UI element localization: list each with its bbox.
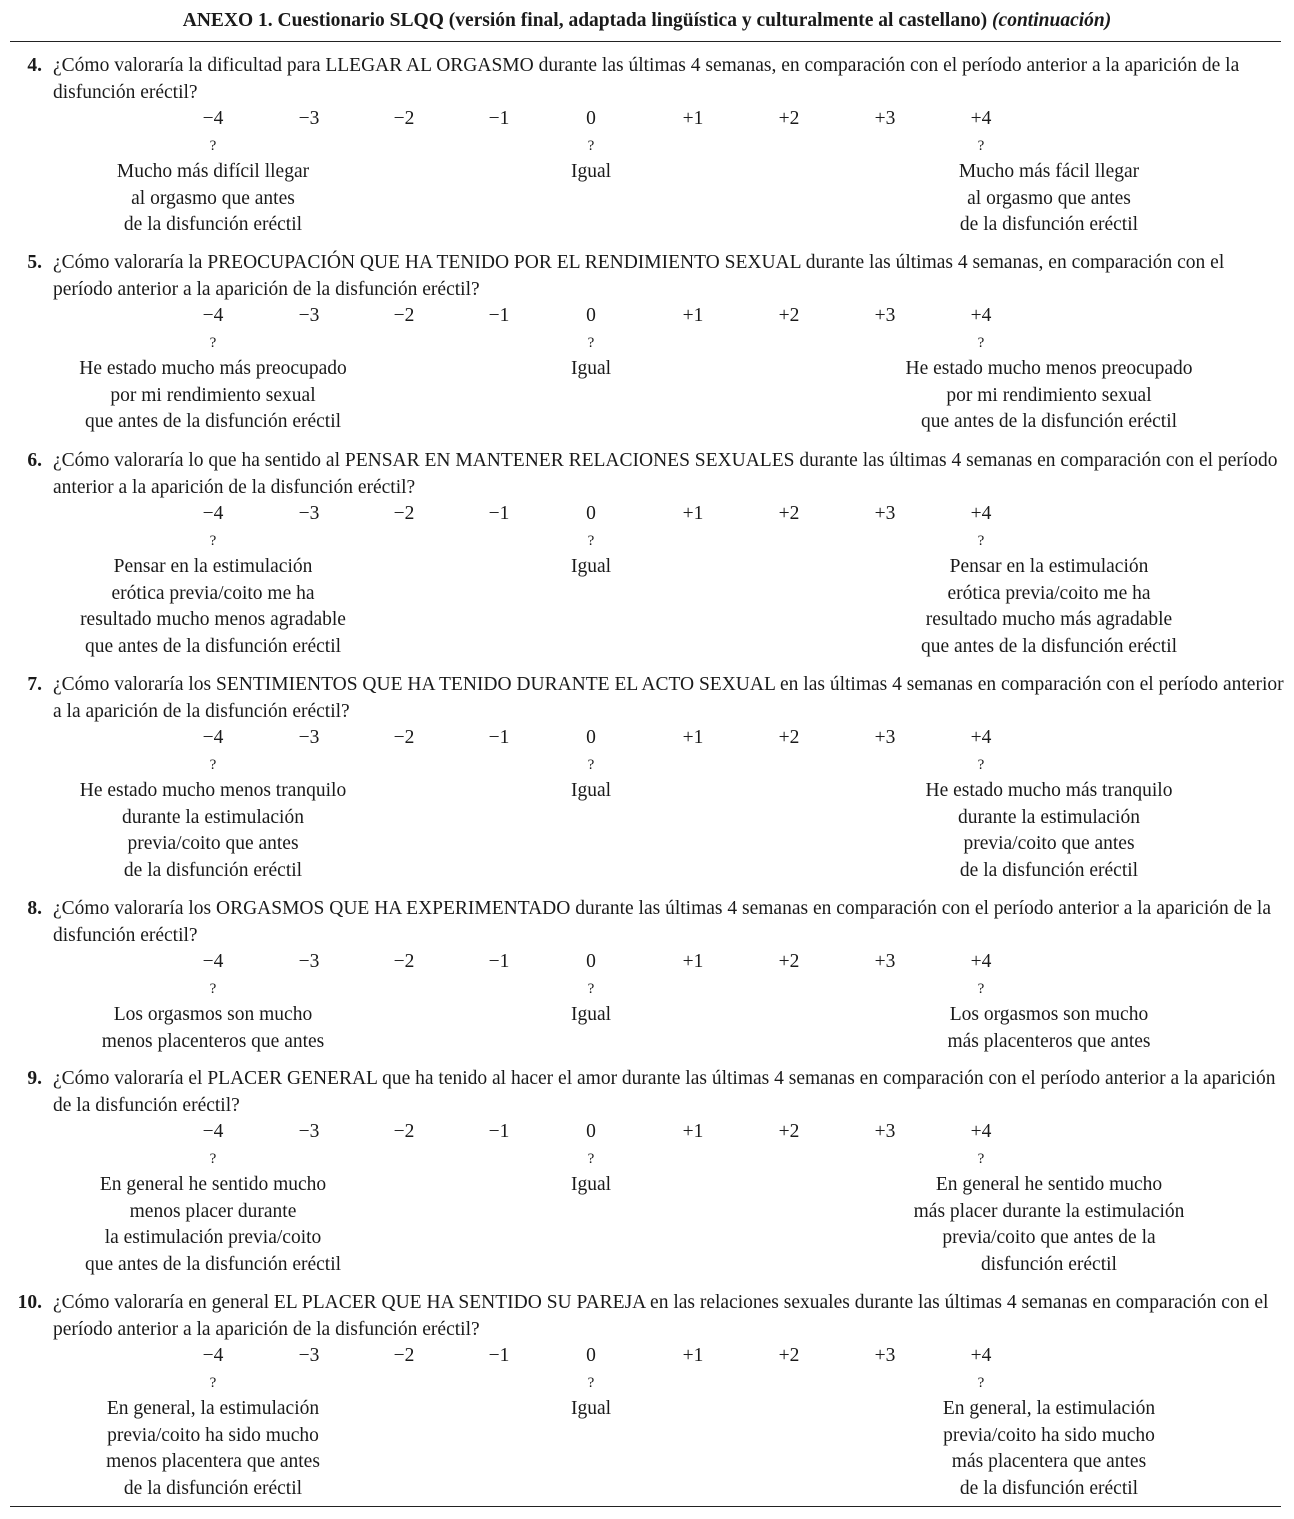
anchor-line: al orgasmo que antes (967, 187, 1131, 209)
middle-anchor-label: Igual (570, 780, 612, 801)
scale-value: +2 (778, 951, 800, 972)
scale-value: −2 (393, 305, 415, 326)
rating-scale (0, 949, 1294, 975)
scale-value: +4 (970, 951, 992, 972)
question-number: 8. (27, 898, 42, 919)
rating-scale (0, 725, 1294, 751)
anchor-line: de la disfunción eréctil (959, 1477, 1139, 1499)
rating-checkbox[interactable]: ? (587, 532, 595, 549)
anchor-line: Mucho más fácil llegar (958, 161, 1140, 182)
scale-value: −1 (488, 305, 510, 326)
anchor-line: Pensar en la estimulación (113, 556, 313, 577)
rating-checkbox[interactable]: ? (587, 1374, 595, 1391)
scale-value: +2 (778, 503, 800, 524)
anchor-line: que antes de la disfunción eréctil (84, 1253, 342, 1275)
anchor-line: que antes de la disfunción eréctil (84, 635, 342, 657)
right-anchor-label (947, 1002, 1150, 1055)
rating-checkboxes (0, 976, 1294, 1002)
scale-value: +3 (874, 727, 896, 748)
anchor-line: previa/coito ha sido mucho (107, 1424, 319, 1446)
rating-checkbox[interactable]: ? (587, 980, 595, 997)
scale-value: −1 (488, 1345, 510, 1366)
scale-value: +4 (970, 1345, 992, 1366)
rating-checkbox[interactable]: ? (977, 756, 985, 773)
right-anchor-label (959, 159, 1139, 239)
rating-checkbox[interactable]: ? (977, 137, 985, 154)
scale-value: +2 (778, 108, 800, 129)
question-number: 9. (27, 1068, 42, 1089)
question-text: ¿Cómo valoraría los ORGASMOS QUE HA EXPERIMENTADO durante las últimas 4 semanas en comparación con el período anterior a la aparición de la disfunción eréctil? (53, 898, 1271, 946)
anchor-line: He estado mucho menos tranquilo (79, 780, 347, 801)
scale-value: −1 (488, 108, 510, 129)
anchor-line: En general, la estimulación (942, 1398, 1156, 1419)
scale-value: −2 (393, 1121, 415, 1142)
scale-value: −2 (393, 1345, 415, 1366)
anchor-line: Los orgasmos son mucho (113, 1004, 313, 1025)
page-title (0, 8, 1294, 34)
question-number: 4. (27, 55, 42, 76)
anchor-line: más placenteros que antes (947, 1030, 1151, 1052)
middle-anchor-label: Igual (570, 1398, 612, 1419)
scale-value: 0 (586, 1121, 596, 1142)
question-text: ¿Cómo valoraría en general EL PLACER QUE HA SENTIDO SU PAREJA en las relaciones sexuales durante las últimas 4 semanas en comparación con el período anterior a la aparición de la disfunción eréctil? (53, 1292, 1269, 1340)
middle-anchor-label: Igual (570, 556, 612, 577)
scale-value: +3 (874, 503, 896, 524)
anchor-line: He estado mucho menos preocupado (905, 358, 1193, 379)
scale-value: 0 (586, 951, 596, 972)
scale-value: −4 (202, 108, 224, 129)
anchor-line: que antes de la disfunción eréctil (920, 411, 1178, 432)
anchor-line: que antes de la disfunción eréctil (84, 411, 342, 432)
rating-checkbox[interactable]: ? (209, 756, 217, 773)
question-number: 6. (27, 450, 42, 471)
rating-checkboxes (0, 1370, 1294, 1396)
anchor-line: En general he sentido mucho (935, 1174, 1163, 1195)
right-anchor-label (926, 778, 1173, 884)
scale-value: −4 (202, 1345, 224, 1366)
rating-checkboxes (0, 752, 1294, 778)
rating-checkbox[interactable]: ? (209, 1150, 217, 1167)
scale-value: +1 (682, 727, 704, 748)
anchor-line: Pensar en la estimulación (949, 556, 1149, 577)
scale-value: +1 (682, 1121, 704, 1142)
scale-value: −2 (393, 727, 415, 748)
scale-value: +4 (970, 727, 992, 748)
middle-anchor-label: Igual (570, 161, 612, 182)
question-text: ¿Cómo valoraría la dificultad para LLEGAR AL ORGASMO durante las últimas 4 semanas, en comparación con el período anterior a la aparición de la disfunción eréctil? (53, 55, 1240, 103)
rating-checkbox[interactable]: ? (587, 756, 595, 773)
scale-value: −1 (488, 503, 510, 524)
left-anchor-label (117, 159, 309, 239)
rating-checkbox[interactable]: ? (977, 980, 985, 997)
scale-value: −2 (393, 108, 415, 129)
scale-value: −4 (202, 727, 224, 748)
question-text: ¿Cómo valoraría la PREOCUPACIÓN QUE HA TENIDO POR EL RENDIMIENTO SEXUAL durante las últimas 4 semanas, en comparación con el período anterior a la aparición de la disfunción eréctil? (53, 252, 1225, 300)
anchor-line: erótica previa/coito me ha (947, 582, 1151, 604)
anchor-line: En general, la estimulación (106, 1398, 320, 1419)
anchor-line: previa/coito que antes (963, 833, 1135, 854)
anchor-line: previa/coito que antes de la (942, 1227, 1156, 1248)
scale-value: +1 (682, 108, 704, 129)
anchor-line: más placentera que antes (951, 1451, 1147, 1472)
anchor-line: por mi rendimiento sexual (946, 384, 1152, 406)
anchor-line: menos placentera que antes (106, 1451, 320, 1472)
scale-value: 0 (586, 727, 596, 748)
rating-checkboxes (0, 528, 1294, 554)
rating-checkbox[interactable]: ? (587, 334, 595, 351)
anchor-line: la estimulación previa/coito (104, 1227, 322, 1248)
question-text: ¿Cómo valoraría los SENTIMIENTOS QUE HA TENIDO DURANTE EL ACTO SEXUAL en las últimas 4 semanas en comparación con el período anterior a la aparición de la disfunción eréctil? (53, 674, 1284, 722)
anchor-line: de la disfunción eréctil (123, 859, 303, 881)
right-anchor-label (906, 356, 1193, 436)
scale-value: −1 (488, 727, 510, 748)
rating-checkbox[interactable]: ? (977, 1150, 985, 1167)
scale-value: −1 (488, 951, 510, 972)
scale-value: +3 (874, 1345, 896, 1366)
rating-checkbox[interactable]: ? (977, 532, 985, 549)
anchor-line: durante la estimulación (122, 806, 304, 828)
left-anchor-label (106, 1396, 320, 1502)
anchor-line: más placer durante la estimulación (913, 1200, 1185, 1222)
scale-value: −3 (298, 951, 320, 972)
scale-value: +1 (682, 305, 704, 326)
anchor-line: menos placenteros que antes (101, 1030, 325, 1052)
question-number: 5. (27, 252, 42, 273)
scale-value: −3 (298, 108, 320, 129)
anchor-line: erótica previa/coito me ha (111, 582, 315, 604)
rating-checkbox[interactable]: ? (209, 1374, 217, 1391)
anchor-line: de la disfunción eréctil (123, 1477, 303, 1499)
rating-checkboxes (0, 133, 1294, 159)
right-anchor-label (914, 1172, 1185, 1278)
scale-value: +4 (970, 305, 992, 326)
left-anchor-label (79, 356, 347, 436)
anchor-line: He estado mucho más tranquilo (925, 780, 1173, 801)
scale-value: +3 (874, 951, 896, 972)
rating-checkbox[interactable]: ? (587, 137, 595, 154)
scale-value: −4 (202, 503, 224, 524)
scale-value: +2 (778, 727, 800, 748)
scale-value: +4 (970, 503, 992, 524)
scale-value: +4 (970, 1121, 992, 1142)
anchor-line: He estado mucho más preocupado (79, 358, 347, 379)
question-text: ¿Cómo valoraría lo que ha sentido al PENSAR EN MANTENER RELACIONES SEXUALES durante las últimas 4 semanas en comparación con el período anterior a la aparición de la disfunción eréctil? (53, 450, 1278, 498)
rating-checkbox[interactable]: ? (977, 1374, 985, 1391)
question-number: 10. (17, 1292, 42, 1313)
anchor-line: de la disfunción eréctil (123, 214, 303, 235)
scale-value: +2 (778, 1345, 800, 1366)
rating-checkbox[interactable]: ? (977, 334, 985, 351)
scale-value: 0 (586, 305, 596, 326)
left-anchor-label (85, 1172, 341, 1278)
right-anchor-label (943, 1396, 1155, 1502)
anchor-line: disfunción eréctil (981, 1253, 1117, 1275)
anchor-line: menos placer durante (129, 1200, 297, 1222)
question-text: ¿Cómo valoraría el PLACER GENERAL que ha tenido al hacer el amor durante las últimas 4 semanas en comparación con el período anterior a la aparición de la disfunción eréctil? (53, 1068, 1276, 1116)
anchor-line: previa/coito que antes (127, 833, 299, 854)
rating-checkbox[interactable]: ? (587, 1150, 595, 1167)
rating-scale (0, 501, 1294, 527)
scale-value: +2 (778, 1121, 800, 1142)
scale-value: +1 (682, 951, 704, 972)
anchor-line: de la disfunción eréctil (959, 214, 1139, 235)
anchor-line: durante la estimulación (958, 806, 1140, 828)
scale-value: 0 (586, 1345, 596, 1366)
rating-scale (0, 1119, 1294, 1145)
rating-checkbox[interactable]: ? (209, 334, 217, 351)
scale-value: −1 (488, 1121, 510, 1142)
rating-scale (0, 1343, 1294, 1369)
question-number: 7. (27, 674, 42, 695)
title-main: ANEXO 1. Cuestionario SLQQ (versión final, adaptada lingüística y culturalmente al castellano) (182, 10, 988, 31)
rating-checkboxes (0, 330, 1294, 356)
scale-value: 0 (586, 503, 596, 524)
scale-value: −4 (202, 951, 224, 972)
scale-value: +1 (682, 1345, 704, 1366)
anchor-line: En general he sentido mucho (99, 1174, 327, 1195)
scale-value: −2 (393, 951, 415, 972)
scale-value: +3 (874, 108, 896, 129)
anchor-line: resultado mucho menos agradable (80, 609, 346, 630)
anchor-line: que antes de la disfunción eréctil (920, 635, 1178, 657)
rating-checkbox[interactable]: ? (209, 980, 217, 997)
scale-value: −3 (298, 1345, 320, 1366)
middle-anchor-label: Igual (570, 1004, 612, 1025)
scale-value: 0 (586, 108, 596, 129)
top-rule (10, 41, 1281, 42)
scale-value: −3 (298, 503, 320, 524)
rating-scale (0, 106, 1294, 132)
scale-value: −3 (298, 727, 320, 748)
anchor-line: al orgasmo que antes (131, 187, 295, 209)
scale-value: −2 (393, 503, 415, 524)
scale-value: −3 (298, 1121, 320, 1142)
bottom-rule (10, 1506, 1281, 1507)
rating-checkboxes (0, 1146, 1294, 1172)
scale-value: +3 (874, 305, 896, 326)
scale-value: −3 (298, 305, 320, 326)
scale-value: +4 (970, 108, 992, 129)
anchor-line: resultado mucho más agradable (925, 609, 1173, 630)
anchor-line: previa/coito ha sido mucho (943, 1424, 1155, 1446)
anchor-line: Los orgasmos son mucho (949, 1004, 1149, 1025)
scale-value: +1 (682, 503, 704, 524)
middle-anchor-label: Igual (570, 1174, 612, 1195)
anchor-line: de la disfunción eréctil (959, 859, 1139, 881)
title-continuation: (continuación) (992, 10, 1112, 31)
rating-scale (0, 303, 1294, 329)
left-anchor-label (80, 778, 346, 884)
right-anchor-label (921, 554, 1177, 660)
scale-value: +3 (874, 1121, 896, 1142)
left-anchor-label (102, 1002, 325, 1055)
rating-checkbox[interactable]: ? (209, 532, 217, 549)
left-anchor-label (80, 554, 346, 660)
anchor-line: Mucho más difícil llegar (116, 161, 310, 182)
scale-value: −4 (202, 305, 224, 326)
scale-value: −4 (202, 1121, 224, 1142)
middle-anchor-label: Igual (570, 358, 612, 379)
anchor-line: por mi rendimiento sexual (110, 384, 316, 406)
rating-checkbox[interactable]: ? (209, 137, 217, 154)
scale-value: +2 (778, 305, 800, 326)
